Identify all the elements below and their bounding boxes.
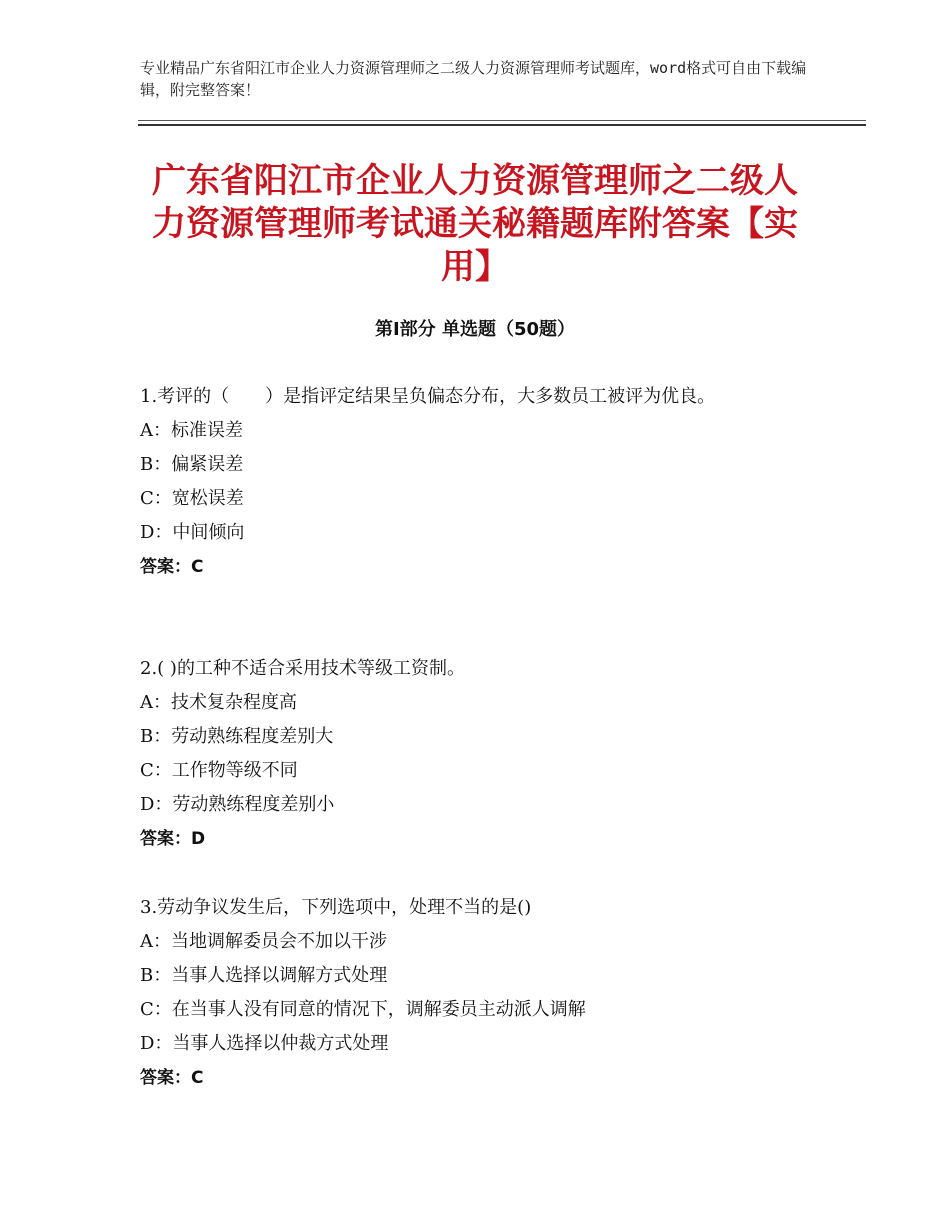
question-3	[140, 891, 810, 1095]
question-1	[140, 380, 810, 584]
header-note: 专业精品广东省阳江市企业人力资源管理师之二级人力资源管理师考试题库，word格式可自由下载编辑，附完整答案！	[140, 59, 807, 99]
question-stem: 2.( )的工种不适合采用技术等级工资制。	[140, 658, 465, 679]
question-2	[140, 652, 810, 856]
option-d: D：当事人选择以仲裁方式处理	[140, 1033, 389, 1054]
option-c: C：在当事人没有同意的情况下，调解委员主动派人调解	[140, 999, 586, 1020]
header-rule-bottom	[138, 124, 866, 126]
question-stem: 1.考评的（ ）是指评定结果呈负偏态分布，大多数员工被评为优良。	[140, 386, 716, 407]
option-a: A：当地调解委员会不加以干涉	[140, 931, 387, 952]
option-b: B：当事人选择以调解方式处理	[140, 965, 388, 986]
header-rule-top	[138, 120, 866, 121]
answer-label: 答案：C	[140, 557, 204, 577]
option-c: C：宽松误差	[140, 488, 244, 509]
option-b: B：劳动熟练程度差别大	[140, 726, 334, 747]
answer-label: 答案：D	[140, 829, 206, 849]
option-d: D：劳动熟练程度差别小	[140, 794, 335, 815]
option-a: A：标准误差	[140, 420, 243, 441]
document-title: 广东省阳江市企业人力资源管理师之二级人力资源管理师考试通关秘籍题库附答案【实用】	[152, 161, 798, 287]
option-c: C：工作物等级不同	[140, 760, 298, 781]
section-title: 第Ⅰ部分 单选题（50题）	[374, 319, 575, 340]
option-b: B：偏紧误差	[140, 454, 244, 475]
option-d: D：中间倾向	[140, 522, 245, 543]
answer-label: 答案：C	[140, 1068, 204, 1088]
question-stem: 3.劳动争议发生后，下列选项中，处理不当的是()	[140, 897, 532, 918]
option-a: A：技术复杂程度高	[140, 692, 297, 713]
